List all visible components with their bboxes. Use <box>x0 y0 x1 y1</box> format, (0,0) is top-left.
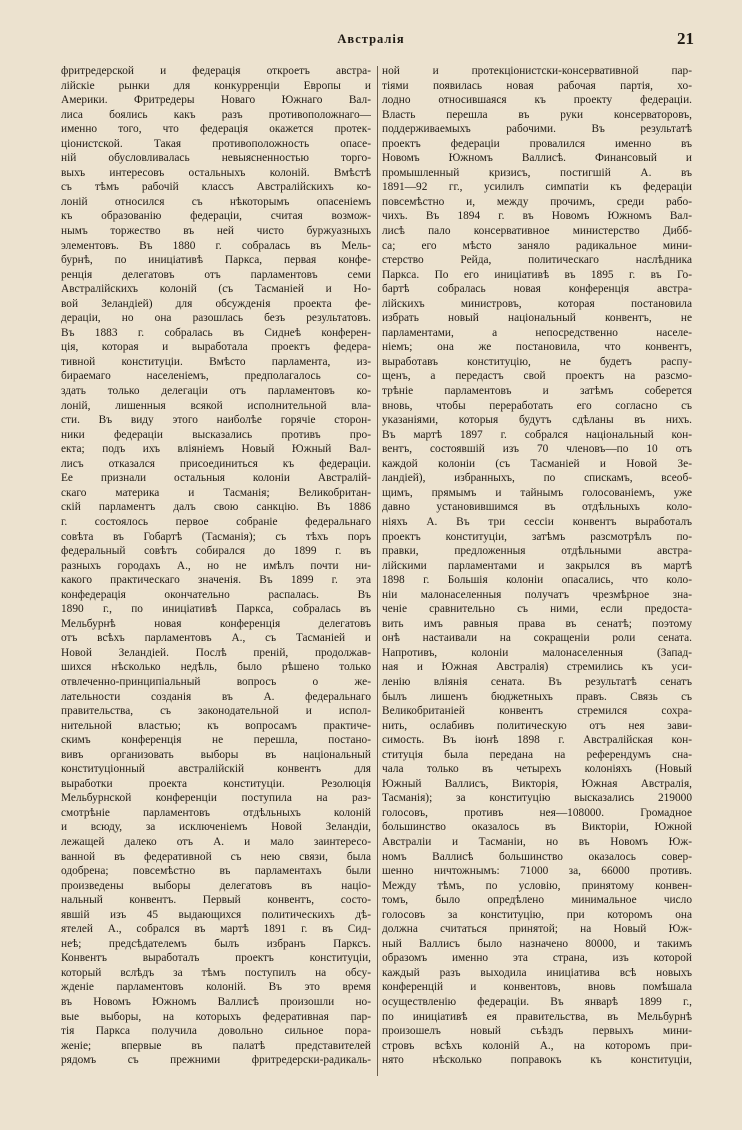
text-line: Паркса. По его иниціативѣ въ 1895 г. въ Го- <box>382 268 692 281</box>
text-line: отвлеченно-принципіальный вопросъ о же- <box>61 675 371 688</box>
text-line: конституціонный австралійскій конвентъ для <box>61 763 371 776</box>
text-line: скимъ конференція не перешла, постано- <box>61 734 371 747</box>
text-line: былъ лишенъ бюджетныхъ правъ. Связь съ <box>382 690 692 703</box>
text-line: стровъ всѣхъ колоній А., на которомъ при- <box>382 1039 692 1052</box>
text-line: Между тѣмъ, по условію, принятому конвен- <box>382 879 692 892</box>
text-line: екта; подъ ихъ вліяніемъ Новый Южный Вал- <box>61 443 371 456</box>
text-line: шихся нѣсколько недѣль, было рѣшено только <box>61 661 371 674</box>
page-number: 21 <box>677 29 694 48</box>
text-line: симость. Въ іюнѣ 1898 г. Австралійская кон- <box>382 734 692 747</box>
text-line: ландіей), избранныхъ, по спискамъ, всеоб- <box>382 472 692 485</box>
text-line: рядомъ съ прежними фритредерски-радикаль- <box>61 1054 371 1067</box>
text-line: вить имъ равныя права въ сенатѣ; поэтому <box>382 617 692 630</box>
text-line: выработки проекта конституціи. Резолюція <box>61 777 371 790</box>
text-line: Напротивъ, колоніи малонаселенныя (Запад- <box>382 646 692 659</box>
text-line: какого практическаго значенія. Въ 1899 г. эта <box>61 574 371 587</box>
text-line: Австралійскихъ колоній (съ Тасманіей и Но- <box>61 283 371 296</box>
text-line: указаніями, которыя будутъ сдѣланы въ нихъ. <box>382 414 692 427</box>
text-line: ціонистской. Такая противоположность опасе- <box>61 137 371 150</box>
text-line: голосовъ за конституцію, при которомъ она <box>382 908 692 921</box>
text-line: лисѣ пало консервативное министерство Дибб- <box>382 225 692 238</box>
text-line: ніемъ; она же постановила, что конвентъ, <box>382 341 692 354</box>
text-line: по иниціативѣ ея правительства, въ Мельбурнѣ <box>382 1010 692 1023</box>
text-line: парламентами, а непосредственно населе- <box>382 326 692 339</box>
text-line: конференцій и конвентовъ, вновь помѣшала <box>382 981 692 994</box>
text-line: лежащей далеко отъ А. и мало заинтересо- <box>61 835 371 848</box>
text-line: вивъ организовать выборы въ національный <box>61 748 371 761</box>
text-line: именно того, что федерація окажется протек- <box>61 123 371 136</box>
text-line: правки, предложенныя отдѣльными австра- <box>382 545 692 558</box>
text-line: къ образованію федераціи, считая возмож- <box>61 210 371 223</box>
text-line: здать только делегаціи отъ парламентовъ ко- <box>61 385 371 398</box>
text-line: вой Зеландіей) для обсужденія проекта фе- <box>61 297 371 310</box>
text-line: шенно ничтожнымъ: 71000 за, 66000 противъ. <box>382 865 692 878</box>
text-line: лодно относившаяся къ проекту федераціи. <box>382 94 692 107</box>
text-line: тивной конституціи. Вмѣсто парламента, из- <box>61 355 371 368</box>
text-line: ный Валлисъ было назначено 80000, и такимъ <box>382 937 692 950</box>
text-line: са; его мѣсто заняло радикальное мини- <box>382 239 692 252</box>
text-line: Южный Валлисъ, Викторія, Южная Австралія, <box>382 777 692 790</box>
text-line: вновь, чтобы переработать его согласно съ <box>382 399 692 412</box>
text-line: ленію вліянія сената. Въ результатѣ сенатъ <box>382 675 692 688</box>
text-line: совѣта въ Гобартѣ (Тасманія); съ тѣхъ поръ <box>61 530 371 543</box>
text-line: ніи малонаселенныя получатъ чрезмѣрное зна- <box>382 588 692 601</box>
page-title: Австралія <box>337 32 405 46</box>
text-line: произведены выборы делегатовъ въ націо- <box>61 879 371 892</box>
text-line: стерство Рейда, политическаго наслѣдника <box>382 254 692 267</box>
text-line: щенъ, а передастъ свой проектъ на разсмо- <box>382 370 692 383</box>
text-line: лоній относился съ нѣкоторымъ опасеніемъ <box>61 195 371 208</box>
text-line: элементовъ. Въ 1880 г. собралась въ Мель- <box>61 239 371 252</box>
text-line: проектъ федераціи провалился именно въ <box>382 137 692 150</box>
text-line: Новой Зеландіей. Послѣ преній, продолжав- <box>61 646 371 659</box>
text-line: Власть перешла въ руки консерваторовъ, <box>382 108 692 121</box>
text-line: осуществленію федераціи. Въ январѣ 1899 г., <box>382 996 692 1008</box>
text-line: большинство оказалось въ Викторіи, Южной <box>382 821 692 834</box>
text-line: лійскими парламентами и закрылся въ мартѣ <box>382 559 692 572</box>
text-line: лиса боялись какъ разъ противоположнаго— <box>61 108 371 121</box>
text-line: одобрена; повсемѣстно въ парламентахъ были <box>61 865 371 878</box>
text-line: проектъ конституціи, затѣмъ разсмотрѣлъ по- <box>382 530 692 543</box>
text-line: ная и Южная Австралія) стремились къ уси- <box>382 661 692 674</box>
text-line: нымъ торжество въ ней чисто буржуазныхъ <box>61 225 371 238</box>
text-line: въ Новомъ Южномъ Валлисѣ произошли но- <box>61 996 371 1008</box>
text-line: томъ, было опредѣлено минимальное число <box>382 894 692 907</box>
text-line: конфедерація окончательно распалась. Въ <box>61 588 371 601</box>
text-line: ванной въ федеративной съ нею связи, была <box>61 850 371 863</box>
text-line: ники федераціи высказались противъ про- <box>61 428 371 441</box>
text-line: явшій изъ 45 выдающихся политическихъ дѣ- <box>61 908 371 921</box>
text-line: давно установившимся въ отдѣльныхъ коло- <box>382 501 692 514</box>
text-line: федеральный совѣтъ собирался до 1899 г. въ <box>61 545 371 558</box>
text-line: сти. Въ виду этого наиболѣе горячіе сторон- <box>61 414 371 427</box>
text-line: 1898 г. Большія колоніи опасались, что коло- <box>382 574 692 587</box>
text-line: Ее признали остальныя колоніи Австралій- <box>61 472 371 485</box>
text-line: ній обусловливалась невыясненностью торго- <box>61 152 371 165</box>
text-line: неѣ; предсѣдателемъ былъ избранъ Парксъ. <box>61 937 371 950</box>
text-line: нальный конвентъ. Первый конвентъ, состо- <box>61 894 371 907</box>
text-line: ятелей А., собрался въ мартѣ 1891 г. въ Сид- <box>61 923 371 936</box>
text-line: номъ Валлисѣ большинство оказалось совер- <box>382 850 692 863</box>
text-line: который вслѣдъ за тѣмъ поступилъ на обсу- <box>61 966 371 979</box>
text-line: нить, ослабивъ политическую отъ нея зави- <box>382 719 692 732</box>
text-line: дераціи, но она разошлась безъ результатовъ. <box>61 312 371 325</box>
text-line: лисъ отказался присоединиться къ федераціи. <box>61 457 371 470</box>
text-line: чала только въ четырехъ колоніяхъ (Новый <box>382 763 692 776</box>
text-line: 1890 г., по иниціативѣ Паркса, собралась въ <box>61 603 371 616</box>
text-line: смотрѣніе парламентовъ отдѣльныхъ колоній <box>61 806 371 819</box>
text-line: скаго материка и Тасманія; Великобритан- <box>61 486 371 499</box>
text-line: Тасманія); за конституцію высказались 219000 <box>382 792 692 805</box>
text-line: тія Паркса получила довольно сильное пора- <box>61 1025 371 1038</box>
text-line: вые выборы, на которыхъ федеративная пар- <box>61 1010 371 1023</box>
text-line: щимъ, прямымъ и тайнымъ голосованіемъ, уже <box>382 486 692 499</box>
text-line: бираемаго населеніемъ, предполагалось со- <box>61 370 371 383</box>
text-line: фритредерской и федерація откроетъ австра- <box>61 65 371 77</box>
text-line: ченіе сравнительно съ ними, если предоста- <box>382 603 692 616</box>
text-line: поддерживаемыхъ рабочими. Въ результатѣ <box>382 123 692 136</box>
text-line: Мельбурнской конференціи поступила на раз- <box>61 792 371 805</box>
text-line: Въ мартѣ 1897 г. собрался національный кон- <box>382 428 692 441</box>
text-line: Конвентъ выработалъ проектъ конституціи, <box>61 952 371 965</box>
text-line: онѣ настаивали на сокращеніи роли сената. <box>382 632 692 645</box>
text-line: отъ всѣхъ парламентовъ А., съ Тасманіей и <box>61 632 371 645</box>
text-line: произошелъ новый съѣздъ первыхъ мини- <box>382 1025 692 1038</box>
text-line: каждой колоніи (съ Тасманіей и Новой Зе- <box>382 457 692 470</box>
text-line: лійскіе рынки для конкурренціи Европы и <box>61 79 371 92</box>
text-line: Мельбурнѣ новая конференція делегатовъ <box>61 617 371 630</box>
text-line: Новомъ Южномъ Валлисѣ. Финансовый и <box>382 152 692 165</box>
text-line: скій парламентъ далъ свою санкцію. Въ 1886 <box>61 501 371 514</box>
text-line: бартѣ собралась новая конференція австра- <box>382 283 692 296</box>
text-line: чихъ. Въ 1894 г. въ Новомъ Южномъ Вал- <box>382 210 692 223</box>
text-line: промышленный кризисъ, постигшій А. въ <box>382 166 692 179</box>
text-line: и всюду, за исключеніемъ Новой Зеландіи, <box>61 821 371 834</box>
text-line: 1891—92 гг., усилилъ симпатіи къ федераціи <box>382 181 692 194</box>
text-line: бурнѣ, по иниціативѣ Паркса, первая конфе- <box>61 254 371 267</box>
text-line: ной и протекціонистски-консервативной пар- <box>382 65 692 77</box>
right-text-column <box>382 64 692 1068</box>
text-line: нительной властью; къ вопросамъ практиче- <box>61 719 371 732</box>
text-line: каждый разъ выходила иниціатива всѣ новыхъ <box>382 966 692 979</box>
text-line: ренція делегатовъ отъ парламентовъ семи <box>61 268 371 281</box>
text-line: съ тѣмъ рабочій классъ Австралійскихъ ко- <box>61 181 371 194</box>
text-line: лательности созданія въ А. федеральнаго <box>61 690 371 703</box>
text-line: голосовъ, противъ нея—108000. Громадное <box>382 806 692 819</box>
column-divider <box>377 66 378 1076</box>
running-head <box>0 29 742 52</box>
text-line: женіе; впервые въ палатѣ представителей <box>61 1039 371 1052</box>
text-line: вентъ, состоявшій изъ 70 членовъ—по 10 отъ <box>382 443 692 456</box>
text-line: тіями появилась новая рабочая партія, хо- <box>382 79 692 92</box>
text-line: ція, которая и выработала проектъ федера- <box>61 341 371 354</box>
text-line: ніяхъ А. Въ три сессіи конвентъ выработалъ <box>382 515 692 528</box>
text-line: жденіе парламентовъ колоній. Въ это время <box>61 981 371 994</box>
text-line: Въ 1883 г. собралась въ Сиднеѣ конферен- <box>61 326 371 339</box>
text-line: Америки. Фритредеры Новаго Южнаго Вал- <box>61 94 371 107</box>
text-line: образомъ именно эта страна, изъ которой <box>382 952 692 965</box>
text-line: лійскихъ министровъ, которая постановила <box>382 297 692 310</box>
text-line: Австраліи и Тасманіи, но въ Новомъ Юж- <box>382 835 692 848</box>
text-line: повсемѣстно и, между прочимъ, среди рабо- <box>382 195 692 208</box>
left-text-column <box>61 64 371 1068</box>
text-line: ституція была передана на референдумъ сна- <box>382 748 692 761</box>
text-line: разныхъ городахъ А., но не имѣлъ почти ни- <box>61 559 371 572</box>
text-line: должна считаться принятой; на Новый Юж- <box>382 923 692 936</box>
text-line: трѣніе парламентовъ и затѣмъ соберется <box>382 385 692 398</box>
text-line: лоній, лишенныя всякой исполнительной вла- <box>61 399 371 412</box>
text-line: нято нѣсколько поправокъ къ конституціи, <box>382 1054 692 1067</box>
text-line: правительства, съ законодательной и испол- <box>61 705 371 718</box>
text-line: г. состоялось первое собраніе федеральнаго <box>61 515 371 528</box>
text-line: избрать новый національный конвентъ, не <box>382 312 692 325</box>
text-line: Великобританіей конвентъ стремился сохра- <box>382 705 692 718</box>
text-line: выработавъ конституцію, не будетъ распу- <box>382 355 692 368</box>
text-line: выхъ интересовъ остальныхъ колоній. Вмѣстѣ <box>61 166 371 179</box>
